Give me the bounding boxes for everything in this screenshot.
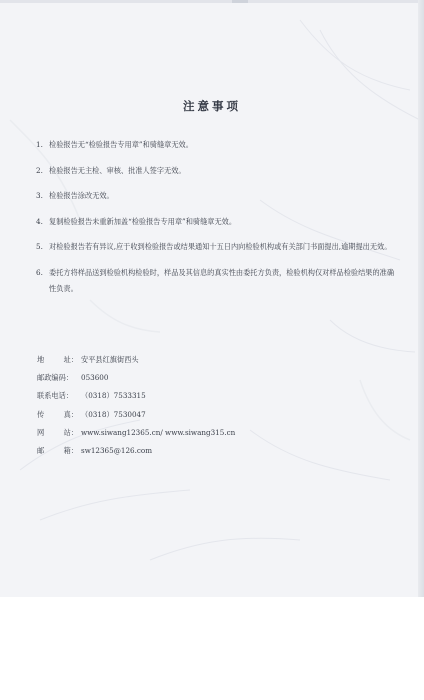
list-item	[36, 188, 396, 204]
contact-address-row	[37, 355, 367, 373]
page-title: 注意事项	[183, 99, 241, 113]
website-label	[37, 428, 81, 446]
contact-fax-row	[37, 410, 367, 428]
contact-info	[37, 355, 367, 464]
website-label-part: 网	[37, 427, 45, 437]
fax-label-part: 传	[37, 409, 45, 419]
note-text: 检验报告无主检、审核、批准人签字无效。	[49, 165, 186, 175]
note-text: 复制检验报告未重新加盖“检验报告专用章”和骑缝章无效。	[49, 216, 237, 226]
postcode-label: 邮政编码：	[37, 373, 73, 383]
website-value: www.siwang12365.cn/ www.siwang315.cn	[81, 427, 236, 437]
scan-mark	[232, 0, 248, 3]
email-label-part: 箱：	[63, 445, 78, 455]
note-number: 6.	[36, 267, 43, 277]
fax-label-part: 真：	[63, 409, 78, 419]
phone-value: （0318）7533315	[81, 391, 146, 401]
list-item	[36, 239, 396, 255]
contact-postcode-row	[37, 373, 367, 391]
note-text: 对检验报告若有异议,应于收到检验报告或结果通知十五日内向检验机构或有关部门书面提出,逾期提出无效。	[49, 242, 392, 252]
note-text: 检验报告无“检验报告专用章”和骑缝章无效。	[49, 140, 193, 149]
contact-website-row	[37, 428, 367, 446]
contact-phone-row	[37, 391, 367, 409]
note-number: 4.	[36, 216, 43, 226]
fax-label	[37, 410, 81, 428]
email-label	[37, 446, 81, 464]
address-label-part: 地	[37, 355, 45, 364]
fax-value: （0318）7530047	[81, 409, 146, 419]
address-label	[37, 355, 81, 373]
list-item	[36, 214, 396, 230]
scan-edge-top	[0, 0, 424, 3]
website-label-part: 站：	[63, 427, 78, 437]
email-label-part: 邮	[37, 445, 45, 455]
list-item	[36, 137, 396, 153]
note-number: 3.	[36, 191, 43, 201]
list-item	[36, 265, 396, 297]
note-number: 1.	[36, 140, 43, 149]
address-value: 安平县红旗街西头	[81, 355, 139, 364]
note-number: 2.	[36, 165, 43, 175]
email-value: sw12365@126.com	[81, 445, 153, 455]
note-text: 委托方将样品送到检验机构检验时，样品及其信息的真实性由委托方负责，检验机构仅对样品检验结果的准确性负责。	[49, 267, 395, 293]
contact-email-row	[37, 446, 367, 464]
note-number: 5.	[36, 242, 43, 252]
notes-list	[36, 137, 396, 307]
phone-label: 联系电话：	[37, 391, 73, 401]
scan-edge-right	[418, 0, 424, 597]
note-text: 检验报告涂改无效。	[49, 191, 114, 201]
postcode-value: 053600	[81, 373, 109, 383]
list-item	[36, 163, 396, 179]
address-label-part: 址：	[63, 355, 78, 364]
